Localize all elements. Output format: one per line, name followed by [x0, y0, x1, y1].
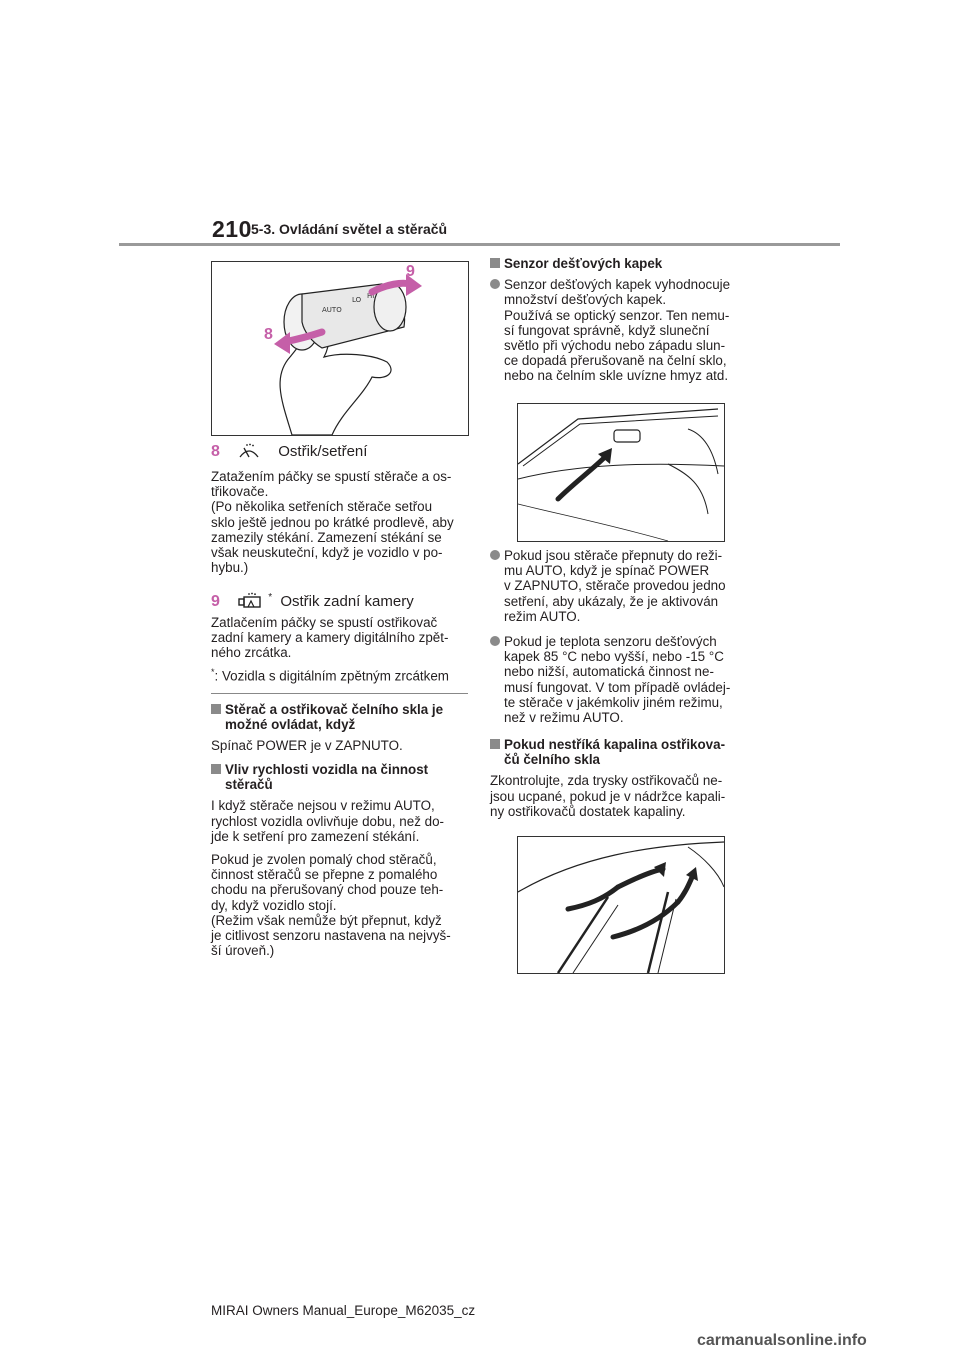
section-title: 5-3. Ovládání světel a stěračů [251, 221, 448, 237]
item-9-line: zadní kamery a kamery digitálního zpět- [211, 630, 449, 646]
square-bullet-icon [490, 258, 500, 268]
footnote-text: : Vozidla s digitálním zpětným zrcátkem [214, 668, 449, 684]
bullet-item: Pokud jsou stěrače přepnuty do reži- mu AUTO, když je spínač POWER v ZAPNUTO, stěrače provedou jedno setření, aby ukázaly, že je aktivován režim AUTO. [490, 548, 755, 624]
washer-nozzles-illustration [518, 837, 724, 973]
svg-text:AUTO: AUTO [322, 306, 342, 314]
washer-section [490, 737, 755, 819]
watermark: carmanualsonline.info [697, 1332, 867, 1349]
item-8-heading [211, 443, 367, 461]
lever-label-8: 8 [264, 326, 273, 343]
section-heading: Stěrač a ostřikovač čelního skla je možné ovládat, když [211, 702, 471, 732]
bullet-item: Senzor dešťových kapek vyhodnocuje množství dešťových kapek. Používá se optický senzor. Ten nemu- sí fungovat správně, když sluneční světlo při východu nebo západu slun- ce dopadá přerušovaně na čelní sklo, nebo na čelním skle uvízne hmyz atd. [490, 277, 755, 383]
washer-heading: Pokud nestříká kapalina ostřikova- čů čelního skla [490, 737, 755, 767]
section-operation-condition [211, 702, 471, 754]
rain-sensor-illustration [518, 404, 724, 541]
item-9-heading [211, 589, 414, 611]
page-number: 210 [212, 216, 252, 242]
section-speed-influence [211, 762, 471, 958]
paragraph: Pokud je zvolen pomalý chod stěračů, činnost stěračů se přepne z pomalého chodu na přerušovaný chod pouze teh- dy, když vozidlo stojí. (Režim však nemůže být přepnut, když je citlivost senzoru nastavena na nejvyš- ší úroveň.) [211, 852, 451, 959]
item-9-body [211, 615, 471, 683]
figure-wiper-lever [211, 261, 469, 436]
item-8-line: hybu.) [211, 560, 249, 576]
figure-washer-nozzles [517, 836, 725, 974]
footer-text: MIRAI Owners Manual_Europe_M62035_cz [211, 1303, 476, 1318]
sensor-heading: Senzor dešťových kapek [490, 256, 755, 271]
round-bullet-icon [490, 279, 500, 289]
item-9-line: ného zrcátka. [211, 645, 292, 661]
svg-text:LO: LO [352, 296, 362, 304]
wiper-lever-illustration [212, 262, 468, 435]
washer-wipe-icon [238, 443, 260, 459]
item-8-line: třikovače. [211, 484, 269, 500]
square-bullet-icon [490, 739, 500, 749]
item-9-asterisk: * [268, 592, 273, 603]
item-8-line: Zatažením páčky se spustí stěrače a os- [211, 469, 452, 484]
section-text: Spínač POWER je v ZAPNUTO. [211, 738, 403, 754]
round-bullet-icon [490, 636, 500, 646]
sensor-section [490, 256, 755, 384]
washer-body: Zkontrolujte, zda trysky ostřikovačů ne- jsou ucpané, pokud je v nádržce kapali- ny ostřikovačů dostatek kapaliny. [490, 773, 726, 819]
item-8-line: sklo ještě jednou po krátké prodlevě, aby [211, 514, 454, 530]
paragraph: I když stěrače nejsou v režimu AUTO, rychlost vozidla ovlivňuje dobu, než do- jde k setření pro zamezení stékání. [211, 798, 444, 844]
lever-label-9: 9 [406, 263, 415, 280]
item-8-line: však neuskuteční, když je vozidlo v po- [211, 545, 443, 561]
svg-text:HI: HI [367, 292, 375, 300]
round-bullet-icon [490, 550, 500, 560]
item-8-title: Ostřik/setření [278, 443, 368, 460]
item-8-line: zamezily stékání. Zamezení stékání se [211, 529, 442, 545]
item-9-footnote [211, 665, 471, 684]
square-bullet-icon [211, 704, 221, 714]
item-9-title: Ostřik zadní kamery [280, 593, 414, 610]
section-heading: Vliv rychlosti vozidla na činnost stěračů [211, 762, 471, 792]
separator-line [211, 693, 468, 694]
item-8-number: 8 [211, 443, 220, 460]
bullet-item: Pokud je teplota senzoru dešťových kapek 85 °C nebo vyšší, nebo -15 °C nebo nižší, automatická činnost ne- musí fungovat. V tom případě ovládej- te stěrače v jakémkoliv jiném režimu, než v režimu AUTO. [490, 634, 755, 725]
footnote-mark: * [211, 666, 215, 677]
rear-camera-washer-icon [238, 592, 264, 610]
item-8-body [211, 469, 471, 575]
header-rule [119, 243, 840, 246]
item-9-number: 9 [211, 593, 220, 610]
item-9-line: Zatlačením páčky se spustí ostřikovač [211, 615, 438, 630]
figure-rain-sensor [517, 403, 725, 542]
item-8-line: (Po několika setřeních stěrače setřou [211, 499, 433, 515]
square-bullet-icon [211, 764, 221, 774]
